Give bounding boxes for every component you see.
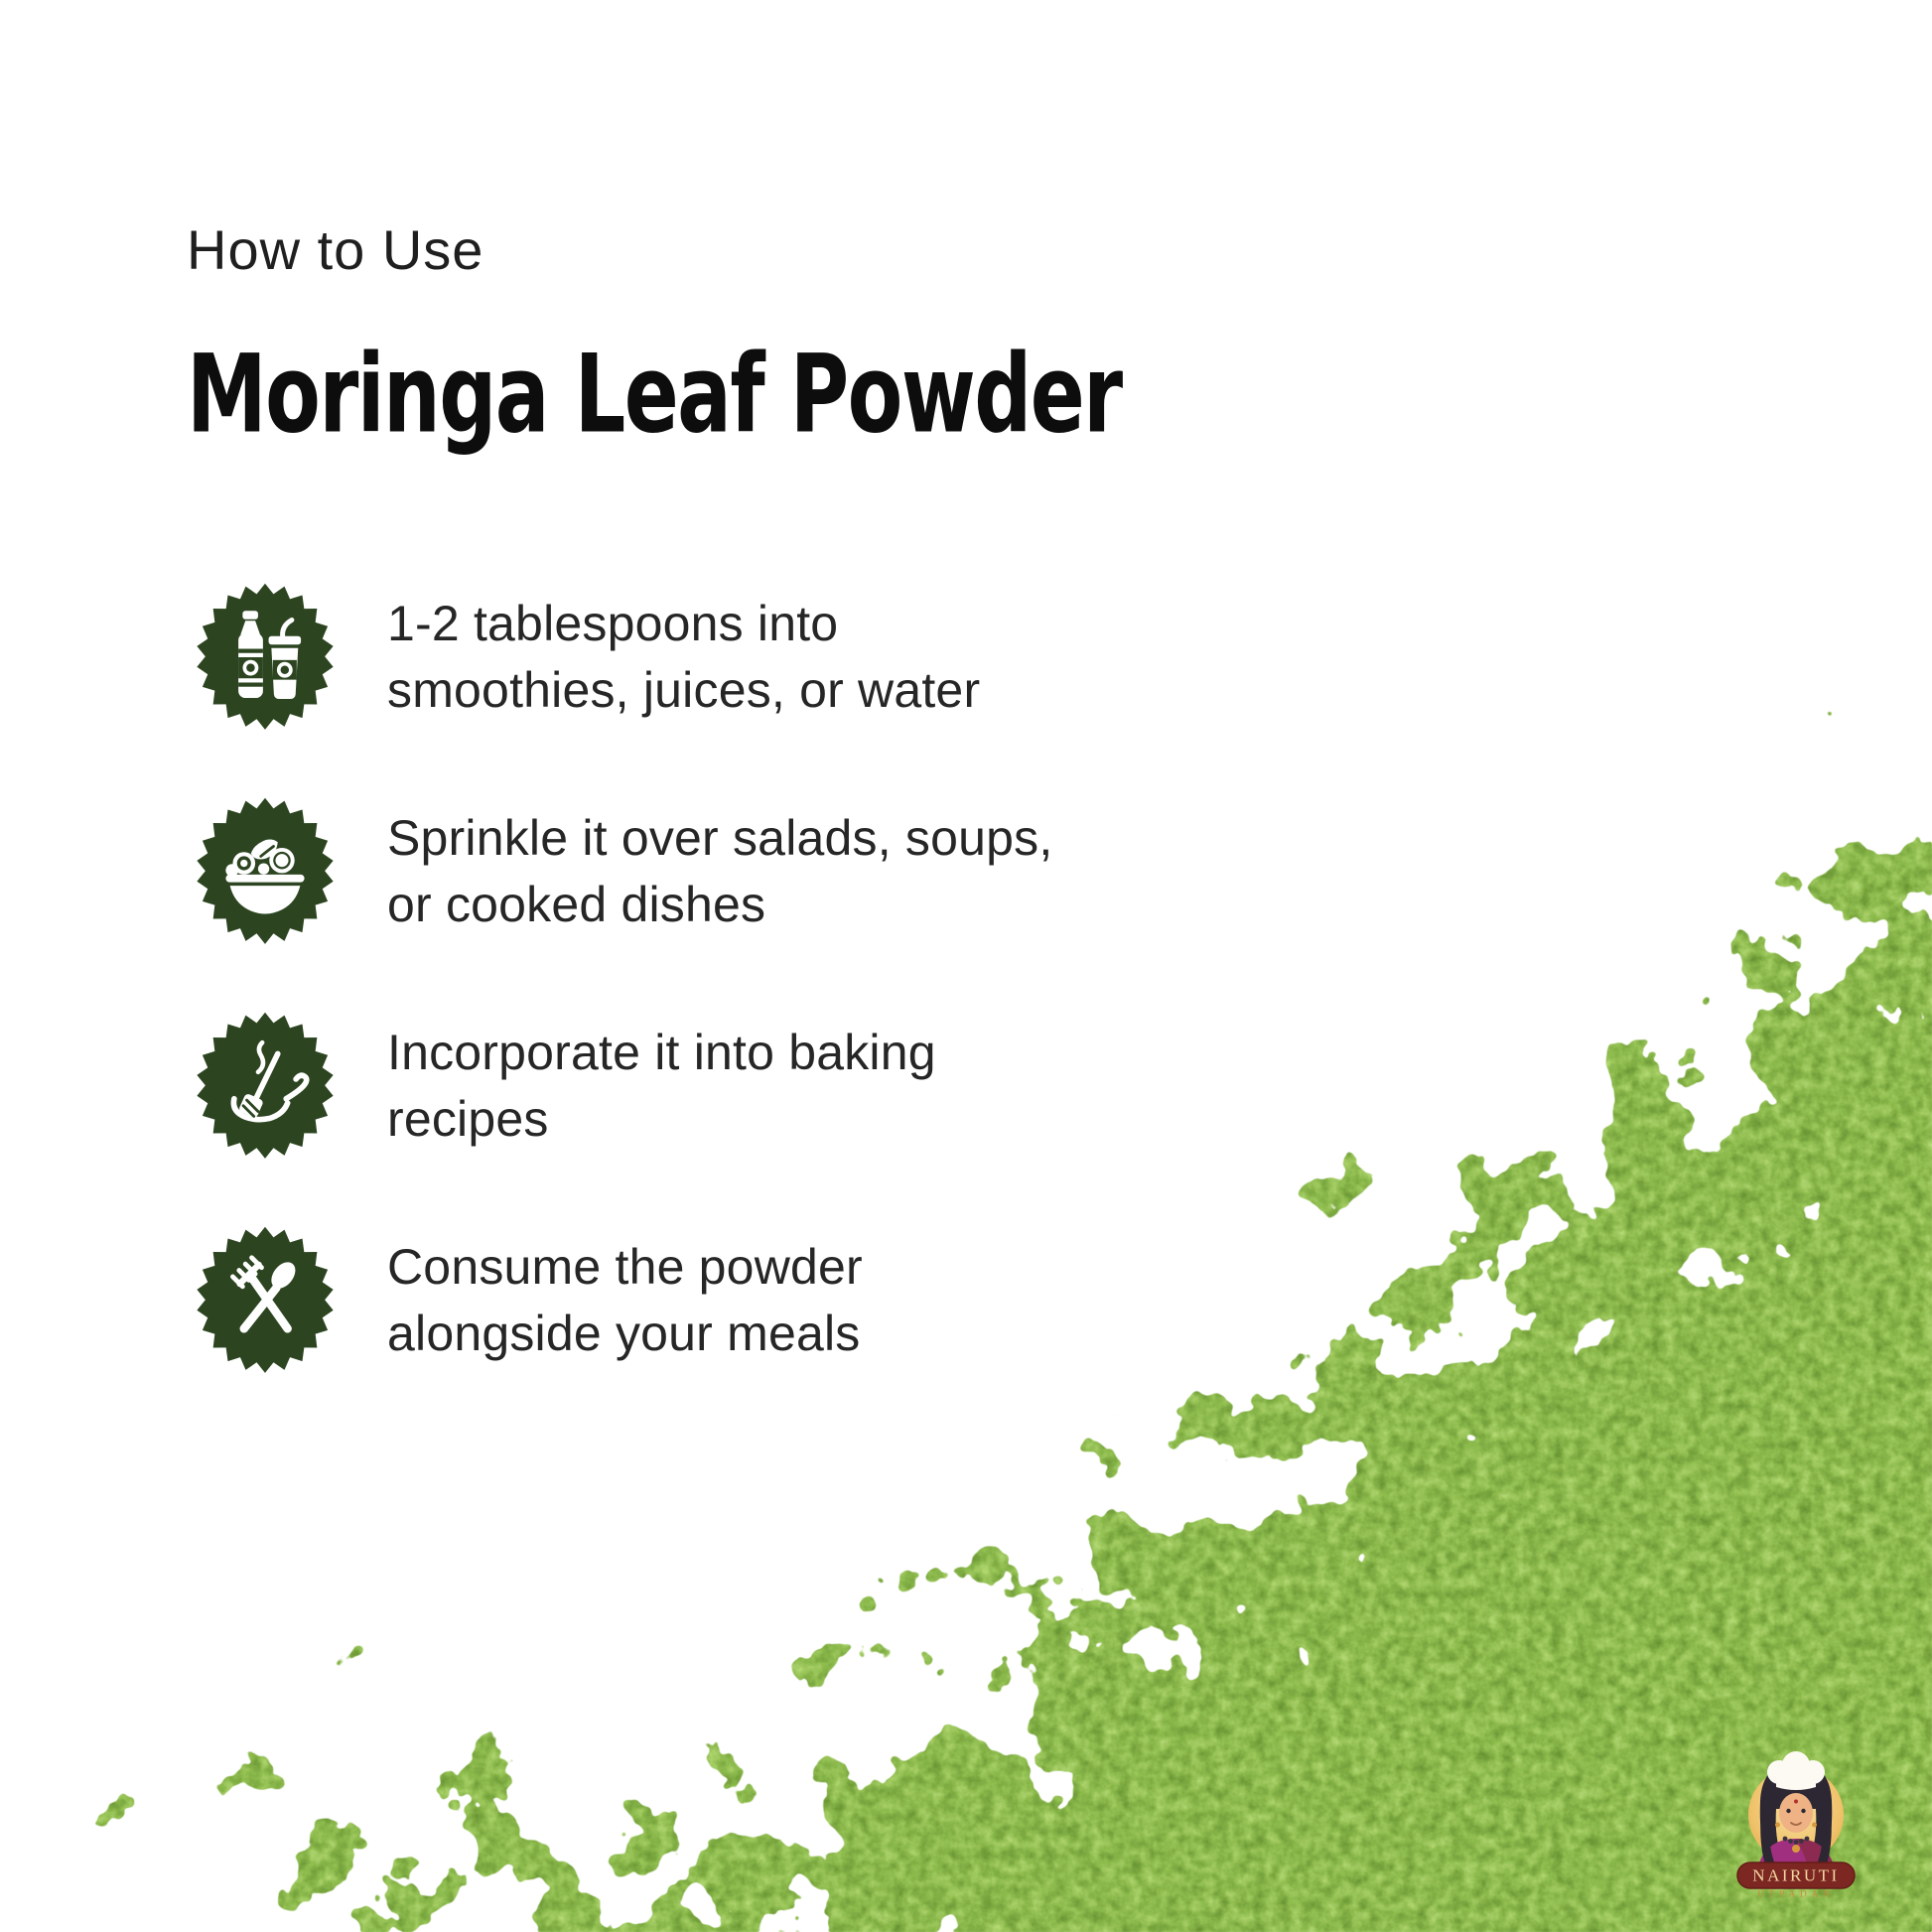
usage-line: Sprinkle it over salads, soups,: [387, 810, 1053, 866]
usage-line: alongside your meals: [387, 1306, 861, 1361]
usage-text: [387, 1020, 936, 1153]
usage-line: or cooked dishes: [387, 877, 766, 932]
brand-name: NAIRUTI: [1752, 1865, 1840, 1885]
usage-line: 1-2 tablespoons into: [387, 596, 839, 651]
nairuti-logo: [1722, 1739, 1870, 1898]
usage-line: Incorporate it into baking: [387, 1025, 936, 1080]
usage-item: [195, 764, 1052, 979]
usage-text: [387, 1234, 863, 1367]
brand-banner: [1737, 1863, 1855, 1888]
badge-seal: [195, 1012, 336, 1161]
page-title: Moringa Leaf Powder: [187, 330, 1122, 458]
badge-seal: [195, 797, 336, 946]
usage-item: [195, 550, 1052, 764]
badge-seal: [195, 1226, 336, 1375]
badge-seal: [195, 583, 336, 732]
heading-eyebrow: How to Use: [187, 218, 484, 281]
usage-item: [195, 1193, 1052, 1408]
usage-text: [387, 591, 980, 724]
usage-line: recipes: [387, 1091, 549, 1147]
chef-woman-illustration: [1748, 1751, 1844, 1870]
usage-line: Consume the powder: [387, 1239, 863, 1295]
usage-text: [387, 805, 1052, 938]
usage-item: [195, 979, 1052, 1193]
usage-list: [195, 550, 1052, 1408]
brand-subtitle: UTPADAN: [1757, 1888, 1835, 1898]
usage-line: smoothies, juices, or water: [387, 662, 981, 718]
